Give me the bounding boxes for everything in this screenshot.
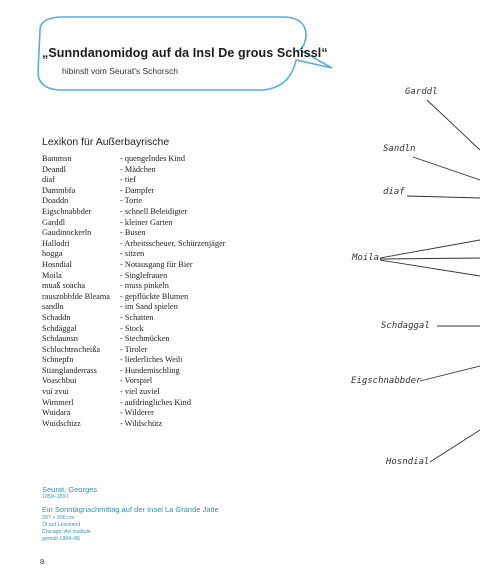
- lexicon-term: Hallodri: [42, 238, 70, 248]
- line-moila-3: [380, 260, 480, 276]
- lexicon-definition: - quengelndes Kind: [120, 154, 185, 163]
- lexicon-definition: - sitzen: [120, 249, 145, 259]
- hand-label-sandln: Sandln: [383, 144, 416, 154]
- page-number: 8: [40, 557, 45, 566]
- lexicon-definition: - Torte: [120, 196, 143, 206]
- credit-years: 1859–1891: [42, 494, 69, 500]
- lexicon-term: Deandl: [42, 164, 66, 174]
- line-diaf: [407, 196, 480, 198]
- lexicon-definition: - Stechmücken: [120, 334, 170, 344]
- line-sandln: [413, 157, 480, 180]
- lexicon-term: Schaddn: [42, 312, 71, 322]
- lexicon-term: Eigschnabbder: [42, 206, 92, 216]
- lexicon-term: Moila: [42, 270, 62, 280]
- credit-medium: Öl auf Leinwand: [42, 522, 81, 528]
- credit-dimensions: 207 × 308 cm: [42, 515, 75, 521]
- line-hosndial: [430, 430, 480, 462]
- lexicon-definition: - liederliches Weib: [120, 355, 183, 365]
- lexicon-term: Stianglanderrass: [42, 365, 97, 375]
- lexicon-term: Voaschbui: [42, 376, 77, 386]
- credit-date: gemalt 1884–86: [42, 536, 80, 542]
- lexicon-definition: - kleiner Garten: [120, 217, 173, 227]
- lexicon-definition: - Mädchen: [120, 164, 156, 174]
- lexicon-term: muaß soacha: [42, 281, 86, 291]
- lexicon-definition: - Notausgang für Bier: [120, 259, 193, 269]
- lexicon-term: Garddl: [42, 217, 66, 227]
- line-moila-1: [380, 240, 480, 258]
- credit-artist: Seurat, Georges: [42, 485, 98, 494]
- lexicon-definition: - gepflückte Blumen: [120, 291, 189, 301]
- line-eigschnabbder: [420, 366, 480, 381]
- hand-label-hosndial: Hosndial: [386, 457, 430, 467]
- lexicon-term: Gaudinockerln: [42, 228, 92, 238]
- hand-label-garddl: Garddl: [405, 87, 438, 97]
- lexicon-definition: - Arbeitsscheuer, Schürzenjäger: [120, 238, 226, 248]
- lexicon-title: Lexikon für Außerbayrische: [42, 136, 170, 148]
- lexicon-term: Doaddn: [42, 196, 69, 206]
- hand-label-schdaggal: Schdaggal: [381, 321, 430, 331]
- bubble-title: „Sunndanomidog auf da Insl De grous Schissl“: [42, 46, 328, 60]
- hand-label-diaf: diaf: [383, 187, 405, 197]
- lexicon-term: Schnepfn: [42, 355, 74, 365]
- lexicon-term: Bammsn: [42, 154, 72, 163]
- bubble-subtitle: hibinslt vom Seurat's Schorsch: [62, 66, 178, 76]
- lexicon-term: hogga: [42, 249, 63, 259]
- lexicon-term: rauszobbfde Bleama: [42, 291, 110, 301]
- lexicon-definition: - im Sand spielen: [120, 302, 178, 312]
- line-moila-2: [380, 258, 480, 259]
- lexicon-definition: - Hundemischling: [120, 365, 180, 375]
- lexicon-definition: - Tiroler: [120, 344, 148, 354]
- lexicon-definition: - Wildschütz: [120, 418, 163, 428]
- credit-work: Ein Sonntagnachmittag auf der Insel La Grande Jatte: [42, 505, 219, 514]
- lexicon-term: Wimmerl: [42, 397, 74, 407]
- lexicon-definition: - schnell Beleidigter: [120, 206, 188, 216]
- lexicon-definition: - Schatten: [120, 312, 154, 322]
- lexicon-definition: - muss pinkeln: [120, 281, 169, 291]
- lexicon-definition: - viel zuviel: [120, 387, 160, 397]
- lexicon-term: diaf: [42, 175, 55, 185]
- lexicon-definition: - Vorspiel: [120, 376, 153, 386]
- lexicon-definition: - Busen: [120, 228, 146, 238]
- lexicon-definition: - Wilderer: [120, 408, 154, 418]
- lexicon-term: Schdaunsn: [42, 334, 78, 344]
- lexicon-definition: - tief: [120, 175, 136, 185]
- lexicon-term: Schdäggal: [42, 323, 77, 333]
- lexicon-definition: - Dampfer: [120, 185, 155, 195]
- lexicon-term: sandln: [42, 302, 64, 312]
- lexicon-definition: - aufdringliches Kind: [120, 397, 191, 407]
- line-garddl: [427, 100, 480, 150]
- lexicon-term: Dammbfa: [42, 185, 76, 195]
- credit-location: Chicago, Art Institute: [42, 529, 91, 535]
- hand-label-eigschnabbder: Eigschnabbder: [351, 376, 422, 386]
- lexicon-term: vui zvui: [42, 387, 69, 397]
- lexicon-term: Wuidschizz: [42, 418, 81, 428]
- lexicon-definition: - Singlefrauen: [120, 270, 168, 280]
- lexicon-definition: - Stock: [120, 323, 144, 333]
- lexicon-term: Wuidara: [42, 408, 71, 418]
- lexicon-term: Hosndial: [42, 259, 72, 269]
- lexicon-term: Schluchtnscheißa: [42, 344, 101, 354]
- hand-label-moila: Moila: [352, 253, 380, 263]
